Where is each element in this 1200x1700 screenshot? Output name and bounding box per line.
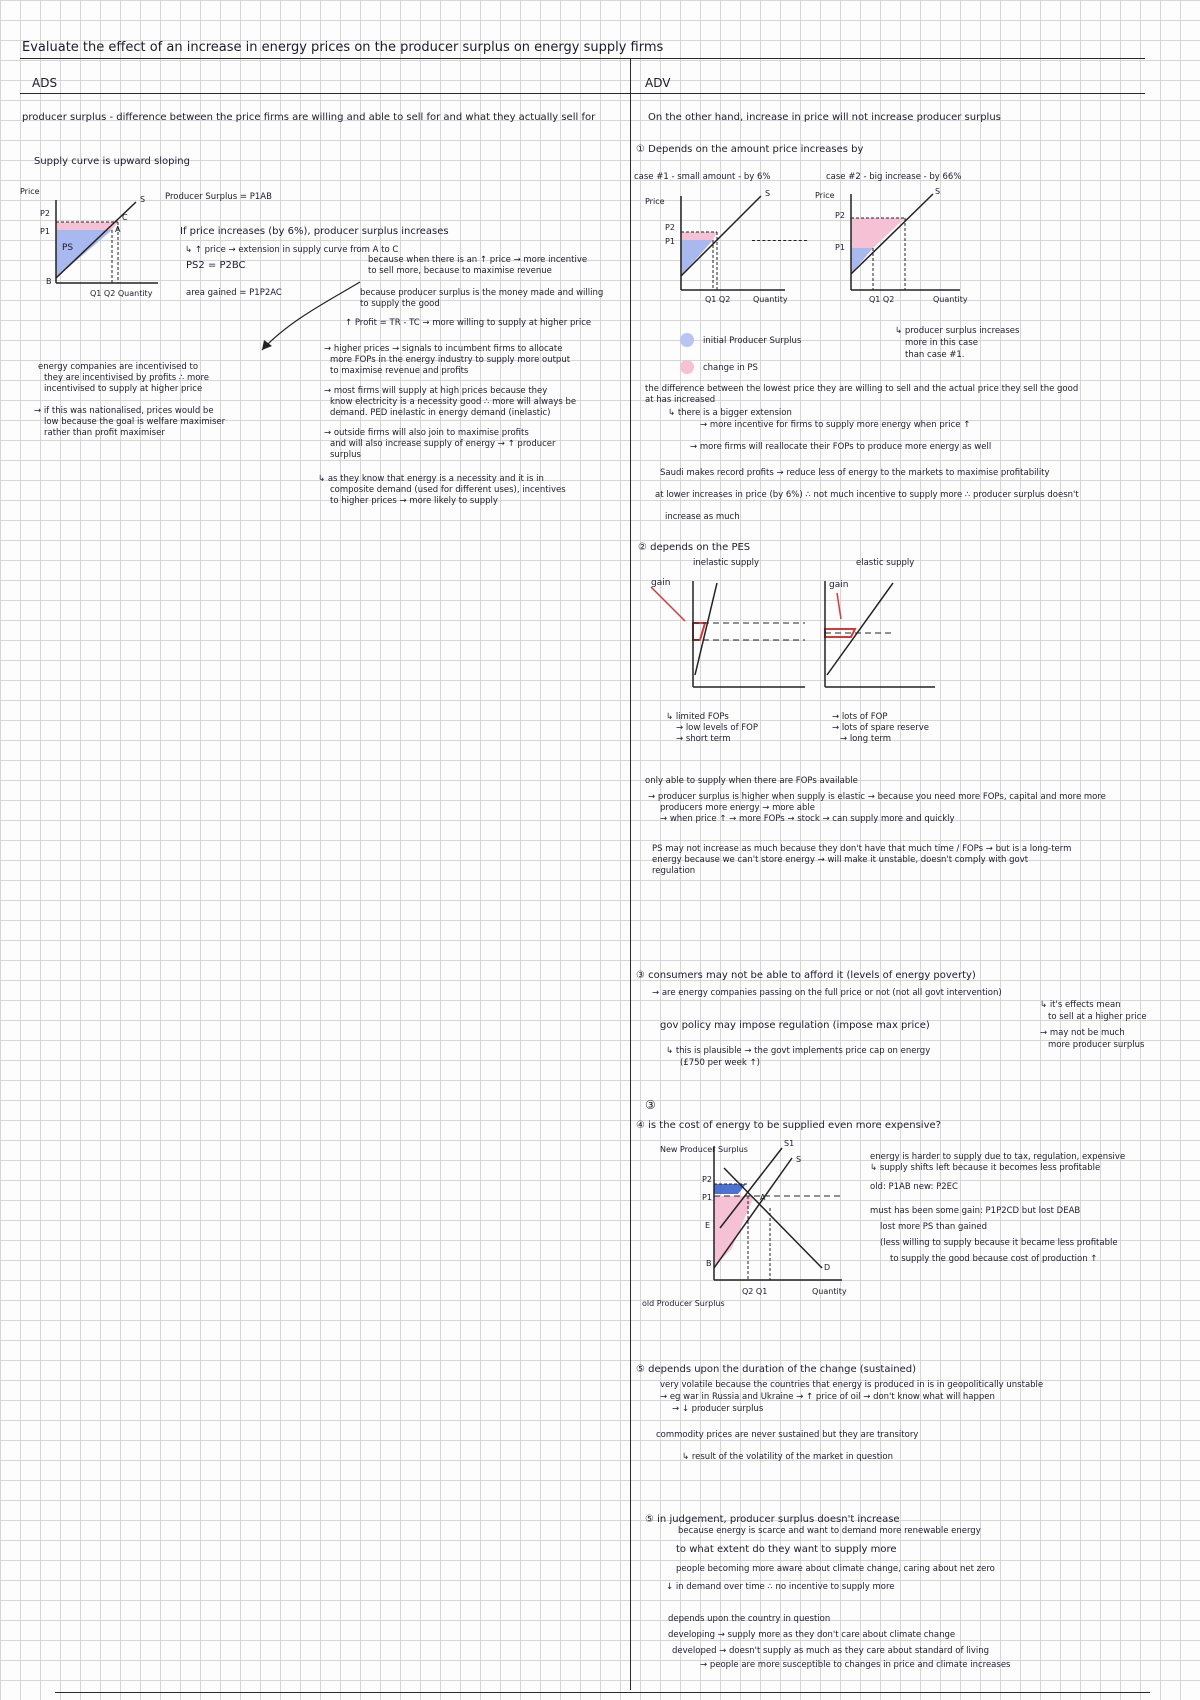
svg-text:P1: P1 <box>835 243 845 252</box>
arrow-to-energy <box>250 280 370 360</box>
svg-text:S: S <box>935 187 941 196</box>
svg-text:Quantity: Quantity <box>933 295 968 304</box>
svg-text:P2: P2 <box>40 209 50 218</box>
svg-text:S: S <box>765 189 771 198</box>
svg-text:P1: P1 <box>665 237 675 246</box>
svg-text:C: C <box>122 213 128 222</box>
svg-text:New Producer Surplus: New Producer Surplus <box>660 1145 748 1154</box>
svg-text:P2: P2 <box>835 211 845 220</box>
point-3-marker: ③ <box>645 1098 656 1112</box>
svg-text:D: D <box>824 1263 831 1272</box>
increase-note: If price increases (by 6%), producer surplus increases <box>180 226 449 237</box>
definition: producer surplus - difference between the price firms are willing and able to sell for and what they actually sell for <box>22 112 596 123</box>
svg-text:old Producer Surplus: old Producer Surplus <box>642 1299 725 1308</box>
svg-text:S: S <box>796 1155 802 1164</box>
point-3: ③ consumers may not be able to afford it (levels of energy poverty) <box>636 970 976 981</box>
point-5: ⑤ depends upon the duration of the change (sustained) <box>636 1364 916 1375</box>
point-1: ① Depends on the amount price increases by <box>636 144 864 155</box>
legend-initial-swatch <box>680 333 694 347</box>
svg-text:P1: P1 <box>702 1193 712 1202</box>
svg-text:P2: P2 <box>702 1175 712 1184</box>
point-4: ④ is the cost of energy to be supplied even more expensive? <box>636 1120 941 1131</box>
svg-text:B: B <box>706 1259 712 1268</box>
legend-change-swatch <box>680 360 694 374</box>
svg-text:gain: gain <box>651 578 671 588</box>
svg-text:Price: Price <box>645 197 665 206</box>
svg-text:Q1 Q2: Q1 Q2 <box>869 295 895 304</box>
svg-text:E: E <box>705 1221 711 1230</box>
judgement: ⑤ in judgement, producer surplus doesn't increase <box>645 1514 900 1525</box>
extension-note: ↳ ↑ price → extension in supply curve from A to C <box>185 245 399 255</box>
elastic-graph <box>815 575 955 690</box>
ps-label: Producer Surplus = P1AB <box>165 192 272 202</box>
gained-note: area gained = P1P2AC <box>186 288 282 298</box>
bottom-rule <box>55 1692 1150 1693</box>
svg-text:Price: Price <box>815 191 835 200</box>
svg-text:Q2 Q1: Q2 Q1 <box>742 1287 768 1296</box>
svg-text:PS: PS <box>62 243 74 253</box>
page-title: Evaluate the effect of an increase in energy prices on the producer surplus on energy supply firms <box>22 40 664 55</box>
case2-graph <box>805 187 975 310</box>
case-link-dash <box>752 240 807 242</box>
supply-note: Supply curve is upward sloping <box>34 156 190 167</box>
left-ps-graph <box>18 188 178 308</box>
case1-graph <box>645 190 795 310</box>
svg-text:P2: P2 <box>665 223 675 232</box>
svg-text:gain: gain <box>829 580 849 590</box>
ps2-note: PS2 = P2BC <box>186 260 246 271</box>
svg-text:S1: S1 <box>784 1139 795 1148</box>
header-rule <box>20 93 1145 94</box>
point-2: ② depends on the PES <box>638 542 751 553</box>
supply-shift-graph <box>642 1138 862 1318</box>
svg-text:Price: Price <box>20 187 40 196</box>
svg-text:Quantity: Quantity <box>753 295 788 304</box>
svg-text:S: S <box>140 195 146 204</box>
header-right: ADV <box>645 76 671 90</box>
profit-note: ↑ Profit = TR - TC → more willing to supply at higher price <box>345 318 592 328</box>
svg-text:Quantity: Quantity <box>812 1287 847 1296</box>
svg-text:P1: P1 <box>40 227 50 236</box>
title-rule <box>20 58 1145 59</box>
svg-text:Q1 Q2: Q1 Q2 <box>705 295 731 304</box>
intro: On the other hand, increase in price will not increase producer surplus <box>648 112 1001 123</box>
inelastic-graph <box>645 575 815 690</box>
column-divider <box>630 58 631 1690</box>
svg-text:A: A <box>115 225 121 234</box>
svg-text:A: A <box>760 1193 766 1202</box>
header-left: ADS <box>32 76 58 90</box>
svg-text:Q1 Q2 Quantity: Q1 Q2 Quantity <box>90 289 153 298</box>
svg-text:B: B <box>46 277 52 286</box>
